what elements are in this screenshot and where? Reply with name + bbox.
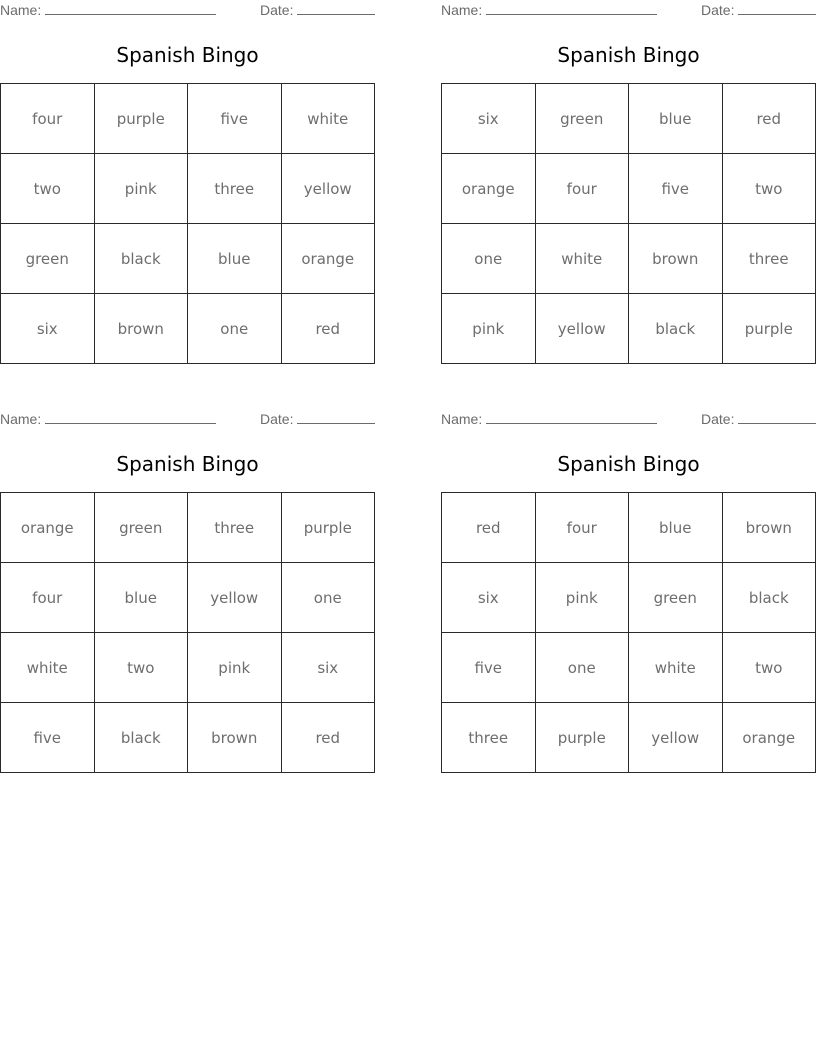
bingo-cell: three [188,154,282,224]
bingo-cell: orange [722,703,816,773]
bingo-row [1,224,375,294]
bingo-cell: yellow [281,154,375,224]
bingo-cell: brown [629,224,723,294]
bingo-cell: pink [94,154,188,224]
bingo-row [442,224,816,294]
date-field [701,2,816,18]
bingo-grid [441,83,816,364]
bingo-cell: green [629,563,723,633]
bingo-cell: five [1,703,95,773]
bingo-cell: five [188,84,282,154]
bingo-cell: four [535,154,629,224]
bingo-cell: six [442,563,536,633]
bingo-cell: two [94,633,188,703]
bingo-cell: three [188,493,282,563]
bingo-cell: three [442,703,536,773]
bingo-cell: five [629,154,723,224]
date-label: Date: [260,411,294,427]
bingo-cell: orange [1,493,95,563]
name-field [0,411,216,427]
bingo-cell: three [722,224,816,294]
bingo-cell: white [281,84,375,154]
bingo-row [442,633,816,703]
bingo-cell: white [535,224,629,294]
bingo-cell: four [535,493,629,563]
bingo-card [441,409,816,773]
bingo-cell: pink [442,294,536,364]
bingo-cell: white [629,633,723,703]
bingo-cell: pink [188,633,282,703]
name-blank-line[interactable] [486,2,657,15]
bingo-cell: yellow [629,703,723,773]
card-title: Spanish Bingo [557,43,700,67]
bingo-cell: purple [94,84,188,154]
bingo-row [1,294,375,364]
bingo-row [1,563,375,633]
bingo-cell: red [442,493,536,563]
bingo-cell: green [1,224,95,294]
bingo-cell: green [535,84,629,154]
card-title: Spanish Bingo [557,452,700,476]
bingo-cell: black [722,563,816,633]
bingo-cell: two [722,633,816,703]
bingo-cell: red [281,703,375,773]
bingo-cell: two [1,154,95,224]
name-date-row [0,2,375,18]
bingo-cell: pink [535,563,629,633]
bingo-row [1,84,375,154]
name-label: Name: [0,2,42,18]
bingo-cell: brown [722,493,816,563]
bingo-row [442,493,816,563]
bingo-cell: black [629,294,723,364]
bingo-cell: one [281,563,375,633]
bingo-grid [441,492,816,773]
date-field [701,411,816,427]
bingo-card [0,0,375,364]
bingo-card [0,409,375,773]
bingo-cell: six [281,633,375,703]
bingo-cell: red [722,84,816,154]
bingo-grid [0,492,375,773]
bingo-cell: one [442,224,536,294]
bingo-card [441,0,816,364]
bingo-cell: blue [94,563,188,633]
name-date-row [0,411,375,427]
name-field [441,2,657,18]
bingo-cell: four [1,84,95,154]
date-label: Date: [701,2,735,18]
bingo-cell: yellow [535,294,629,364]
name-label: Name: [441,411,483,427]
date-blank-line[interactable] [738,411,816,424]
name-blank-line[interactable] [45,2,216,15]
bingo-cell: two [722,154,816,224]
name-date-row [441,411,816,427]
bingo-cell: yellow [188,563,282,633]
bingo-cell: blue [188,224,282,294]
bingo-cell: blue [629,493,723,563]
bingo-cell: five [442,633,536,703]
bingo-cell: black [94,224,188,294]
bingo-cell: black [94,703,188,773]
bingo-cell: purple [535,703,629,773]
date-field [260,411,375,427]
bingo-row [442,703,816,773]
date-blank-line[interactable] [297,2,375,15]
bingo-grid [0,83,375,364]
bingo-cell: orange [281,224,375,294]
bingo-cell: four [1,563,95,633]
date-blank-line[interactable] [738,2,816,15]
date-field [260,2,375,18]
bingo-cell: one [535,633,629,703]
bingo-row [442,294,816,364]
name-label: Name: [0,411,42,427]
bingo-row [1,633,375,703]
bingo-cell: green [94,493,188,563]
name-blank-line[interactable] [486,411,657,424]
bingo-cell: blue [629,84,723,154]
bingo-cell: six [442,84,536,154]
bingo-cell: orange [442,154,536,224]
bingo-cell: white [1,633,95,703]
date-label: Date: [260,2,294,18]
bingo-cell: purple [722,294,816,364]
bingo-row [442,84,816,154]
bingo-cell: purple [281,493,375,563]
bingo-cell: one [188,294,282,364]
bingo-row [1,154,375,224]
name-date-row [441,2,816,18]
name-blank-line[interactable] [45,411,216,424]
name-field [441,411,657,427]
bingo-cell: six [1,294,95,364]
bingo-row [442,154,816,224]
bingo-cell: brown [94,294,188,364]
bingo-row [442,563,816,633]
bingo-cell: brown [188,703,282,773]
date-label: Date: [701,411,735,427]
card-title: Spanish Bingo [116,452,259,476]
bingo-row [1,703,375,773]
bingo-cell: red [281,294,375,364]
card-title: Spanish Bingo [116,43,259,67]
date-blank-line[interactable] [297,411,375,424]
bingo-row [1,493,375,563]
name-field [0,2,216,18]
name-label: Name: [441,2,483,18]
